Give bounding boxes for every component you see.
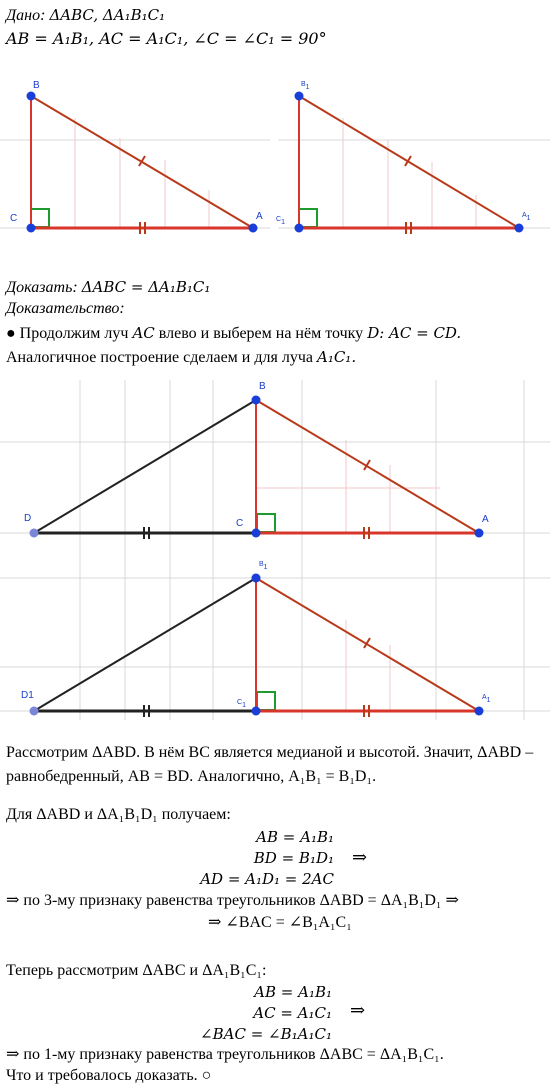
system1-conclusion-1: ⇒ по 3-му признаку равенства треугольников ΔABD = ΔA₁B₁D₁ ⇒	[6, 892, 459, 909]
system2-intro: Теперь рассмотрим ΔABC и ΔA₁B₁C₁:	[6, 962, 267, 979]
qed-line: Что и требовалось доказать. ○	[6, 1067, 212, 1084]
system2-row-1: AB = A₁B₁	[254, 983, 332, 1001]
side-b1d1	[34, 578, 256, 711]
proof-step-2: Аналогичное построение сделаем и для луча A₁C₁.	[6, 348, 357, 366]
given-conditions: AB = A₁B₁, AC = A₁C₁, ∠C = ∠C₁ = 90°	[6, 29, 327, 48]
right-angle-mark-c1	[257, 692, 275, 710]
triangle-abd	[24, 381, 489, 539]
point-b1	[252, 574, 261, 583]
point-b	[252, 396, 261, 405]
point-a1	[475, 707, 484, 716]
consider-line-1: Рассмотрим ΔABD. В нём BC является медианой и высотой. Значит, ΔABD –	[6, 744, 534, 761]
label-a1: $A_1$	[482, 694, 491, 704]
system1-row-1: AB = A₁B₁	[256, 828, 334, 846]
given-triangles: ΔABC, ΔA₁B₁C₁	[49, 6, 166, 24]
prove-statement: ΔABC = ΔA₁B₁C₁	[81, 278, 211, 296]
point-c	[252, 529, 261, 538]
label-a1: $A_1$	[522, 212, 531, 222]
point-c1	[252, 707, 261, 716]
side-a1b1	[256, 578, 479, 711]
label-b: B	[33, 80, 40, 91]
label-d: D	[24, 513, 32, 524]
system1-conclusion-2: ⇒ ∠BAC = ∠B₁A₁C₁	[208, 914, 352, 931]
proof-step-1: ● Продолжим луч AC влево и выберем на нём точку D: AC = CD.	[6, 324, 462, 342]
label-b1: $B_1$	[259, 561, 268, 571]
side-ab	[256, 400, 479, 533]
system1-arrow: ⇒	[352, 847, 368, 867]
bullet: ●	[6, 325, 16, 342]
system2-arrow: ⇒	[350, 1000, 366, 1020]
system2-conclusion: ⇒ по 1-му признаку равенства треугольников ΔABC = ΔA₁B₁C₁.	[6, 1046, 444, 1063]
triangle-a1b1d1	[21, 561, 491, 717]
system2-row-2: AC = A₁C₁	[253, 1004, 332, 1022]
label-c1: $C_1$	[237, 699, 246, 709]
system1-intro: Для ΔABD и ΔA₁B₁D₁ получаем:	[6, 806, 231, 823]
label-a: A	[256, 211, 263, 222]
system1-row-2: BD = B₁D₁	[253, 849, 334, 867]
label-b1: $B_1$	[301, 81, 310, 91]
label-c: C	[10, 213, 18, 224]
label-b: B	[259, 381, 266, 392]
label-d1: D1	[21, 690, 34, 701]
prove-label: Доказать:	[6, 279, 78, 296]
system2-row-3: ∠BAC = ∠B₁A₁C₁	[200, 1025, 332, 1043]
side-bd	[34, 400, 256, 533]
point-d1	[30, 707, 39, 716]
consider-line-2: равнобедренный, AB = BD. Аналогично, A₁B₁ = B₁D₁.	[6, 768, 377, 785]
label-a: A	[482, 514, 489, 525]
right-angle-mark-c	[257, 514, 275, 532]
label-c1: $C_1$	[276, 216, 285, 226]
point-d	[30, 529, 39, 538]
proof-label: Доказательство:	[6, 300, 125, 317]
system1-row-3: AD = A₁D₁ = 2AC	[200, 870, 334, 888]
point-a	[475, 529, 484, 538]
label-c: C	[236, 518, 244, 529]
given-label: Дано:	[6, 7, 46, 24]
